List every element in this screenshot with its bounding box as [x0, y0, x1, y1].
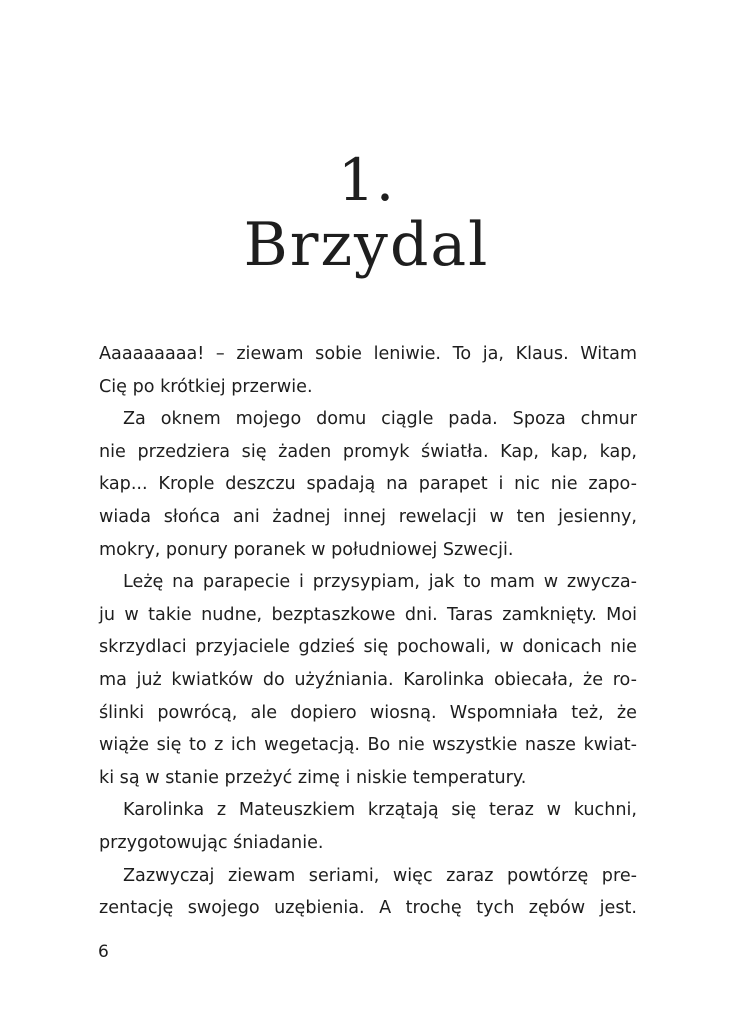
text-line: Cię po krótkiej przerwie. — [99, 376, 313, 397]
paragraph — [99, 338, 637, 403]
paragraph — [99, 566, 637, 794]
text-line: Zazwyczaj ziewam seriami, więc zaraz powtórzę pre- — [123, 865, 637, 886]
chapter-body — [99, 338, 637, 925]
text-line: przygotowując śniadanie. — [99, 832, 324, 853]
text-line: Za oknem mojego domu ciągle pada. Spoza chmur — [123, 409, 637, 430]
paragraph — [99, 860, 637, 925]
text-line: nie przedziera się żaden promyk światła. Kap, kap, kap, — [99, 441, 637, 462]
text-line: kap... Krople deszczu spadają na parapet i nic nie zapo- — [99, 474, 637, 495]
text-line: ślinki powrócą, ale dopiero wiosną. Wspomniała też, że — [99, 702, 637, 723]
text-line: Leżę na parapecie i przysypiam, jak to mam w zwycza- — [123, 572, 637, 593]
text-line: mokry, ponury poranek w południowej Szwecji. — [99, 539, 514, 560]
paragraph — [99, 403, 637, 566]
text-line: skrzydlaci przyjaciele gdzieś się pochowali, w donicach nie — [99, 637, 637, 658]
text-line: ma już kwiatków do użyźniania. Karolinka obiecała, że ro- — [99, 669, 637, 690]
text-line: ju w takie nudne, bezptaszkowe dni. Taras zamknięty. Moi — [99, 604, 637, 625]
text-line: Karolinka z Mateuszkiem krzątają się teraz w kuchni, — [123, 800, 637, 821]
page-number: 6 — [98, 942, 109, 962]
chapter-number: 1. — [337, 146, 396, 214]
text-line: wiąże się to z ich wegetacją. Bo nie wszystkie nasze kwiat- — [99, 735, 637, 756]
text-line: wiada słońca ani żadnej innej rewelacji w ten jesienny, — [99, 506, 637, 527]
paragraph — [99, 794, 637, 859]
chapter-title: Brzydal — [243, 210, 490, 280]
text-line: Aaaaaaaaa! – ziewam sobie leniwie. To ja, Klaus. Witam — [99, 344, 637, 364]
text-line: zentację swojego uzębienia. A trochę tych zębów jest. — [99, 898, 637, 919]
text-line: ki są w stanie przeżyć zimę i niskie temperatury. — [99, 767, 527, 788]
